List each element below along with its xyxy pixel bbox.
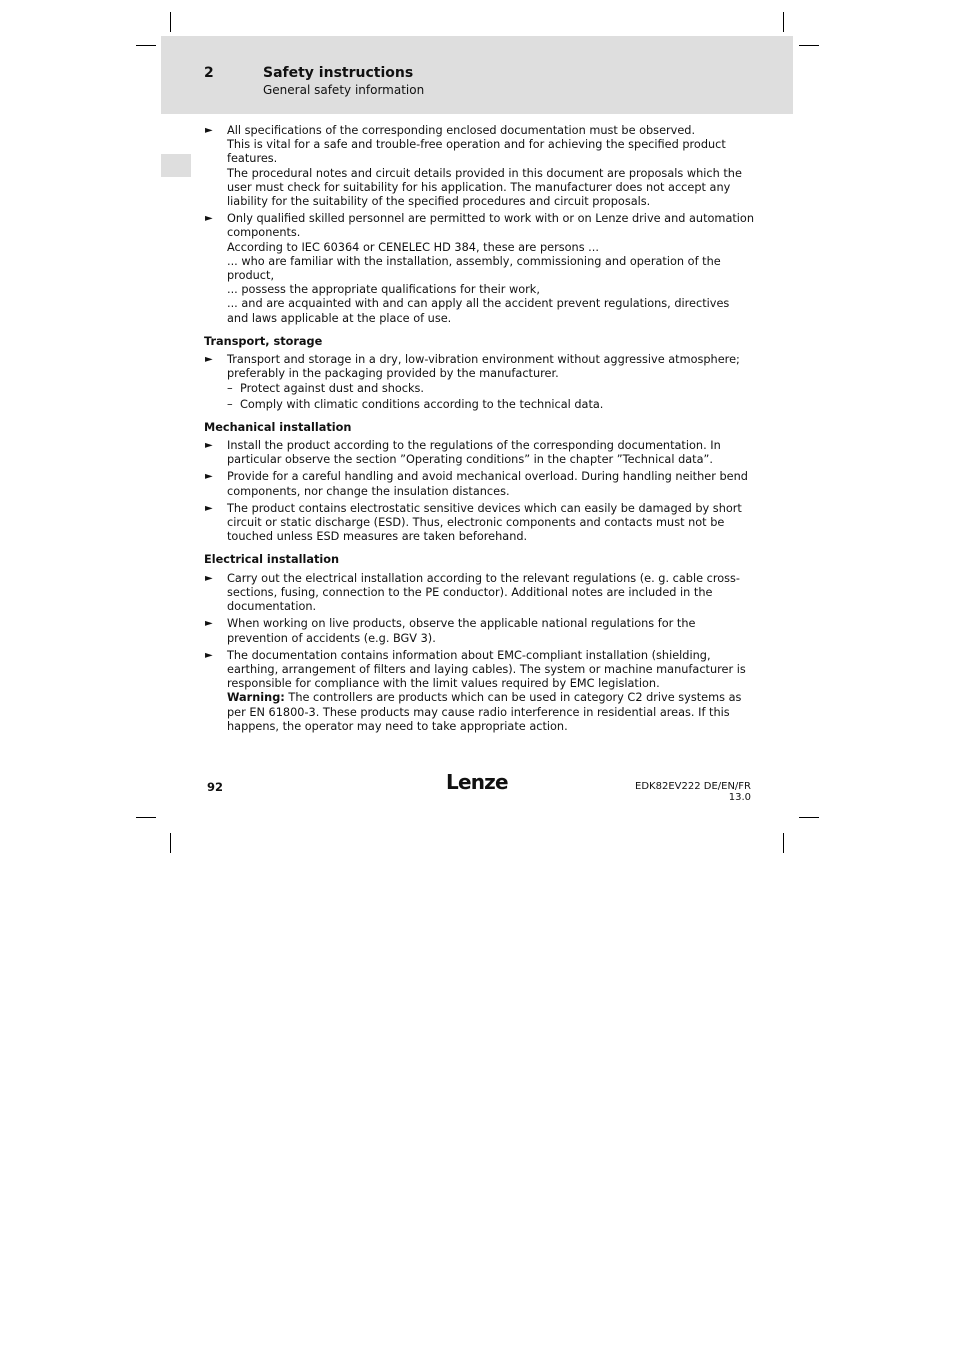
bullet-arrow-icon: ► [205, 125, 213, 136]
list-item [204, 124, 754, 209]
lenze-logo: Lenze [446, 770, 508, 794]
dash-icon: – [227, 382, 233, 396]
page-number: 92 [207, 780, 224, 794]
crop-mark [783, 833, 784, 853]
sub-paragraph: The procedural notes and circuit details provided in this document are proposals which the user must check for suitability for his application. The manufacturer does not accept any liability for the suitability of the specified procedures and circuit proposals. [227, 166, 742, 209]
bullet-arrow-icon: ► [205, 440, 213, 452]
dash-item [227, 398, 754, 412]
sub-paragraph: This is vital for a safe and trouble-free operation and for achieving the specified product features. [227, 138, 726, 166]
crop-mark [799, 45, 819, 46]
bullet-text: Install the product according to the regulations of the corresponding documentation. In particular observe the section ”Operating conditions” in the chapter ”Technical data”. [227, 439, 721, 467]
bullet-arrow-icon: ► [205, 471, 213, 483]
chapter-title: Safety instructions [263, 65, 414, 81]
crop-mark [136, 45, 156, 46]
sub-paragraph: According to IEC 60364 or CENELEC HD 384, these are persons ... [227, 240, 599, 254]
bullet-text: Transport and storage in a dry, low-vibration environment without aggressive atmosphere; preferably in the packaging provided by the manufacturer. [227, 353, 740, 381]
sub-paragraph: ... and are acquainted with and can apply all the accident prevent regulations, directives and laws applicable at the place of use. [227, 297, 730, 325]
list-item [204, 212, 754, 326]
warning-paragraph [227, 691, 754, 734]
bullet-arrow-icon: ► [205, 354, 213, 366]
sub-paragraph: ... possess the appropriate qualifications for their work, [227, 283, 540, 297]
bullet-text: Only qualified skilled personnel are permitted to work with or on Lenze drive and automation components. [227, 212, 755, 240]
list-item [204, 502, 754, 545]
bullet-arrow-icon: ► [205, 649, 213, 661]
chapter-number: 2 [204, 65, 214, 81]
bullet-text: When working on live products, observe the applicable national regulations for the prevention of accidents (e.g. BGV 3). [227, 617, 696, 645]
bullet-text: The documentation contains information about EMC-compliant installation (shielding, earthing, arrangement of filters and laying cables). The system or machine manufacturer is responsible for compliance with the limit values required by EMC legislation. [227, 648, 746, 691]
sub-paragraph: ... who are familiar with the installation, assembly, commissioning and operation of the product, [227, 254, 721, 283]
bullet-text: Carry out the electrical installation according to the relevant regulations (e. g. cable cross-sections, fusing, connection to the PE conductor). Additional notes are included in the documentation. [227, 571, 741, 614]
page-content [204, 124, 754, 734]
crop-mark [136, 817, 156, 818]
bullet-text: All specifications of the corresponding enclosed documentation must be observed. [227, 124, 696, 137]
bullet-arrow-icon: ► [205, 618, 213, 630]
crop-mark [799, 817, 819, 818]
header-band [161, 36, 793, 114]
list-item [204, 617, 754, 645]
list-item [204, 572, 754, 615]
list-item [204, 353, 754, 412]
dash-icon: – [227, 397, 233, 411]
dash-item [227, 382, 754, 396]
dash-text: Protect against dust and shocks. [240, 382, 425, 396]
warning-text: The controllers are products which can be used in category C2 drive systems as per EN 61800-3. These products may cause radio interference in residential areas. If this happens, the operator may need to take appropriate action. [227, 691, 742, 733]
dash-text: Comply with climatic conditions according to the technical data. [240, 397, 604, 411]
bullet-arrow-icon: ► [205, 502, 213, 514]
bullet-arrow-icon: ► [205, 572, 213, 584]
section-heading-electrical: Electrical installation [204, 553, 340, 567]
list-item [204, 470, 754, 498]
list-item [204, 439, 754, 467]
section-heading-transport: Transport, storage [204, 334, 323, 348]
document-id: EDK82EV222 DE/EN/FR 13.0 [635, 781, 751, 803]
crop-mark [783, 12, 784, 32]
crop-mark [170, 833, 171, 853]
warning-label: Warning: [227, 691, 285, 705]
chapter-subtitle: General safety information [263, 83, 425, 97]
crop-mark [170, 12, 171, 32]
bullet-arrow-icon: ► [205, 213, 213, 225]
section-heading-mechanical: Mechanical installation [204, 420, 352, 434]
list-item [204, 649, 754, 734]
bullet-text: The product contains electrostatic sensitive devices which can easily be damaged by short circuit or static discharge (ESD). Thus, electronic components and contacts must not be touched unless ESD measures are taken beforehand. [227, 501, 742, 544]
bullet-text: Provide for a careful handling and avoid mechanical overload. During handling neither bend components, nor change the insulation distances. [227, 470, 748, 498]
side-tab-marker [161, 154, 191, 177]
